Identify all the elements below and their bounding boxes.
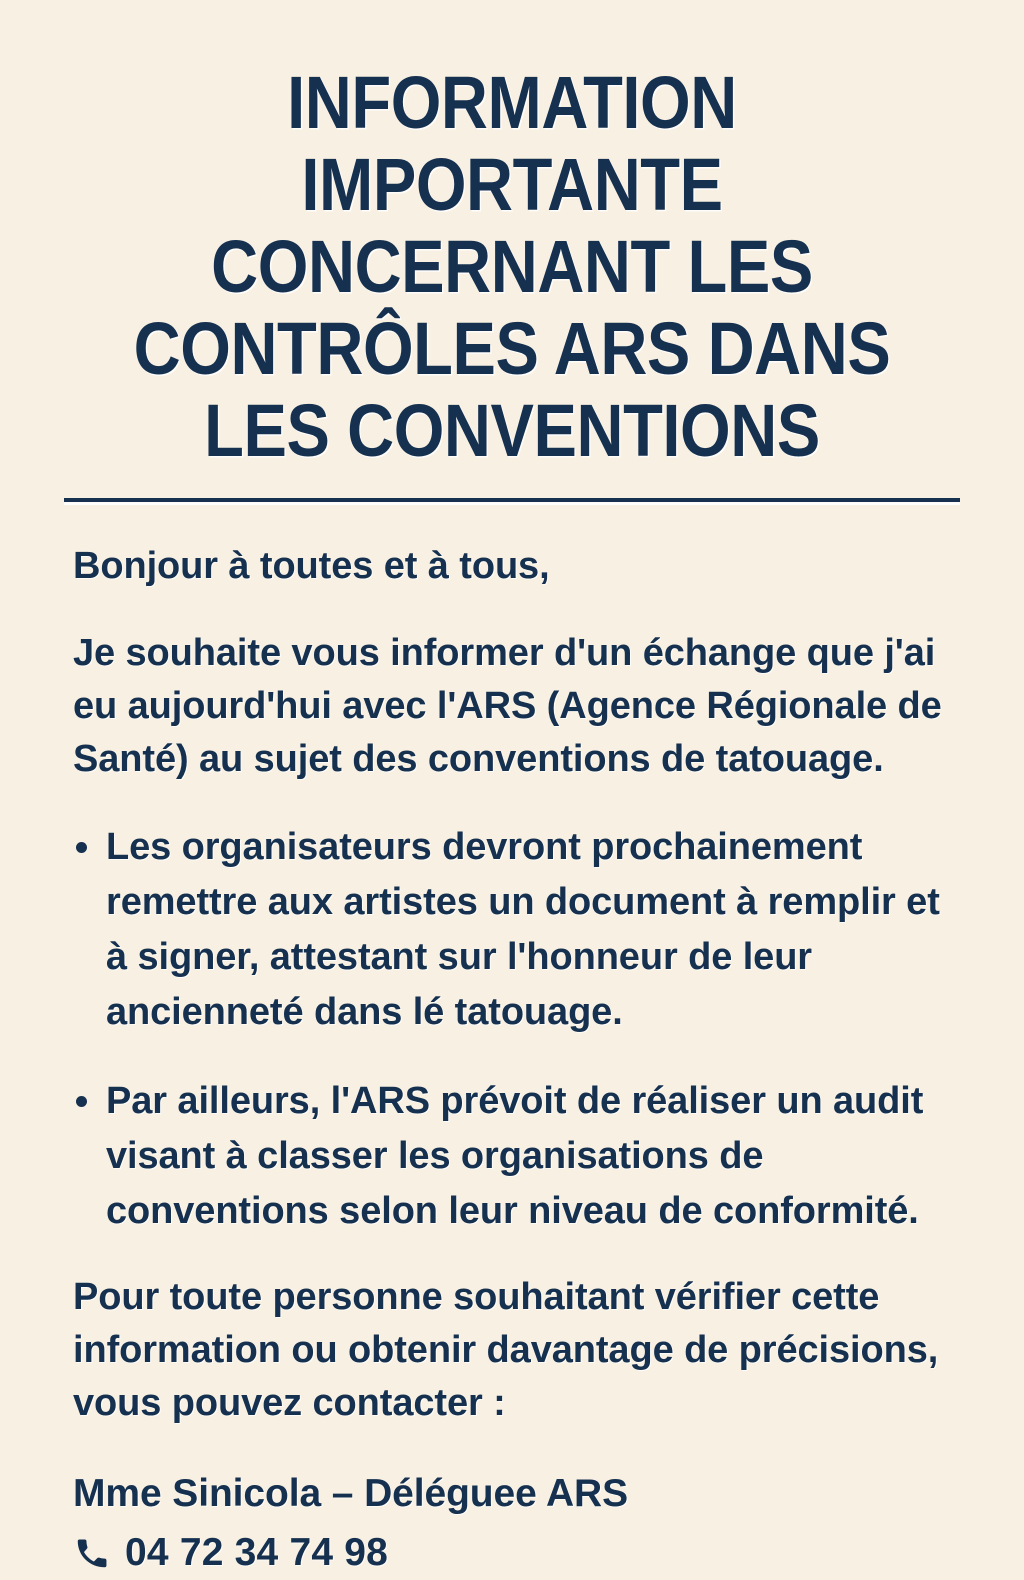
phone-handset-icon [73, 1534, 111, 1572]
list-item [73, 1074, 958, 1239]
page-title: INFORMATION IMPORTANTE CONCERNANT LES CONTRÔLES ARS DANS LES CONVENTIONS [133, 61, 891, 472]
title-block [0, 0, 1024, 472]
intro-paragraph: Je souhaite vous informer d'un échange que j'ai eu aujourd'hui avec l'ARS (Agence Régionale de Santé) au sujet des conventions de tatouage. [73, 632, 942, 780]
bullet-list [73, 820, 958, 1239]
bullet-dot-icon [76, 842, 87, 853]
contact-block [0, 1460, 1024, 1580]
greeting-paragraph: Bonjour à toutes et à tous, [73, 545, 550, 587]
bullet-dot-icon [76, 1096, 87, 1107]
contact-name: Mme Sinicola – Déléguee ARS [73, 1472, 629, 1515]
contact-phone-number: 04 72 34 74 98 [125, 1531, 389, 1574]
list-item [73, 820, 958, 1040]
list-item-text: Les organisateurs devront prochainement remettre aux artistes un document à remplir et à signer, attestant sur l'honneur de leur ancienneté dans lé tatouage. [106, 826, 940, 1033]
contact-phone-row[interactable] [73, 1525, 958, 1580]
body-block [0, 502, 1024, 1430]
closing-paragraph: Pour toute personne souhaitant vérifier cette information ou obtenir davantage de précisions, vous pouvez contacter : [73, 1276, 939, 1424]
list-item-text: Par ailleurs, l'ARS prévoit de réaliser un audit visant à classer les organisations de conventions selon leur niveau de conformité. [106, 1080, 924, 1232]
divider-wrap [0, 472, 1024, 502]
